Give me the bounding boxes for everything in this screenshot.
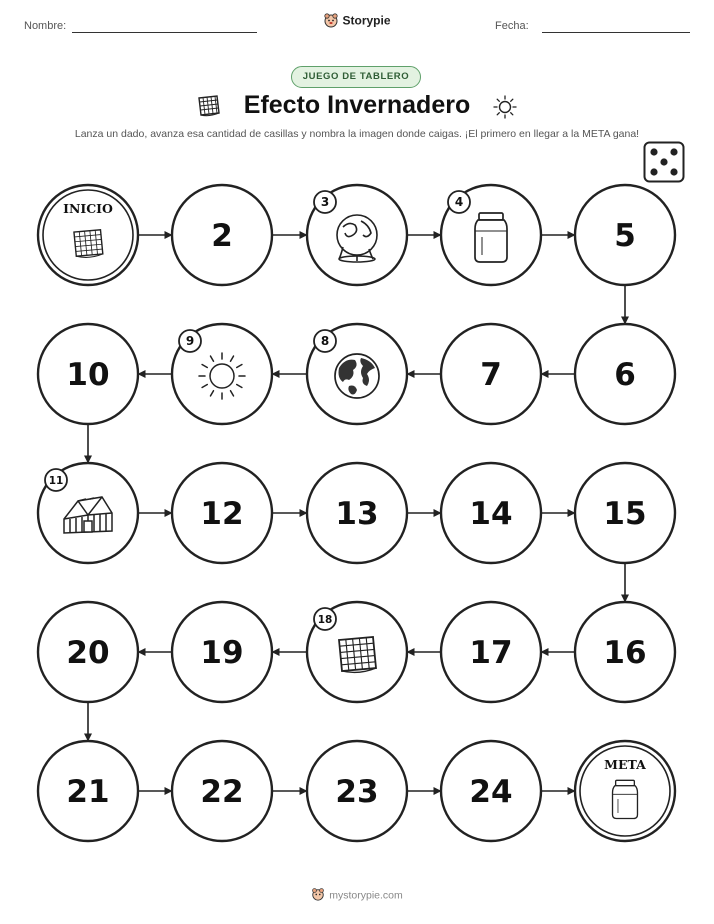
date-label: Fecha: [495,20,529,32]
jar-icon [613,780,638,818]
board-space-21[interactable] [38,741,138,841]
board-space-15[interactable] [575,463,675,563]
board-space-2[interactable] [172,185,272,285]
badge-number: 3 [320,195,330,209]
space-number-badge [45,469,67,491]
space-number-badge [314,191,336,213]
board-space-17[interactable] [441,602,541,702]
space-number: 12 [200,496,244,532]
board-space-20[interactable] [38,602,138,702]
space-number: 16 [603,635,647,671]
space-number: 7 [480,357,502,393]
space-number: 19 [200,635,244,671]
badge-number: 11 [48,475,64,487]
page-title: Efecto Invernadero [243,91,471,119]
board-space-24[interactable] [441,741,541,841]
board-space-16[interactable] [575,602,675,702]
badge-number: 8 [320,334,330,348]
space-number-badge [314,608,336,630]
space-number-badge [448,191,470,213]
earth-icon [335,354,379,398]
blanket-icon [74,230,103,258]
space-number-badge [314,330,336,352]
space-number: 6 [614,357,636,393]
goal-label: META [604,757,646,772]
badge-number: 4 [454,195,464,209]
space-number: 20 [66,635,110,671]
board-space-12[interactable] [172,463,272,563]
start-label: INICIO [63,201,113,216]
board-space-5[interactable] [575,185,675,285]
board-space-8[interactable] [307,324,407,424]
board-space-11[interactable] [38,463,138,563]
board-space-23[interactable] [307,741,407,841]
board-space-10[interactable] [38,324,138,424]
blanket-icon [339,637,376,672]
space-number: 21 [66,774,110,810]
instructions-text: Lanza un dado, avanza esa cantidad de casillas y nombra la imagen donde caigas. ¡El primero en llegar a la META gana! [74,128,640,140]
game-type-badge: JUEGO DE TABLERO [291,66,421,88]
badge-number: 9 [185,334,195,348]
storypie-logo-icon [311,887,325,904]
board-space-14[interactable] [441,463,541,563]
board-space-13[interactable] [307,463,407,563]
jar-icon [475,213,507,262]
space-number: 15 [603,496,647,532]
board-space-9[interactable] [172,324,272,424]
board-space-25[interactable] [575,741,675,841]
space-number: 5 [614,218,636,254]
footer [0,887,714,904]
space-number: 24 [469,774,513,810]
space-number-badge [179,330,201,352]
space-number: 23 [335,774,379,810]
space-number: 2 [211,218,233,254]
board-space-4[interactable] [441,185,541,285]
badge-number: 18 [317,614,333,626]
board-space-22[interactable] [172,741,272,841]
board-space-18[interactable] [307,602,407,702]
board-space-3[interactable] [307,185,407,285]
space-number: 14 [469,496,513,532]
brand-name: Storypie [342,13,391,28]
board-space-6[interactable] [575,324,675,424]
space-number: 10 [66,357,110,393]
board-space-19[interactable] [172,602,272,702]
space-number: 17 [469,635,513,671]
space-number: 13 [335,496,379,532]
footer-url[interactable]: mystorypie.com [329,889,403,902]
name-label: Nombre: [24,20,67,32]
board-space-1[interactable] [38,185,138,285]
board-space-7[interactable] [441,324,541,424]
space-number: 22 [200,774,244,810]
